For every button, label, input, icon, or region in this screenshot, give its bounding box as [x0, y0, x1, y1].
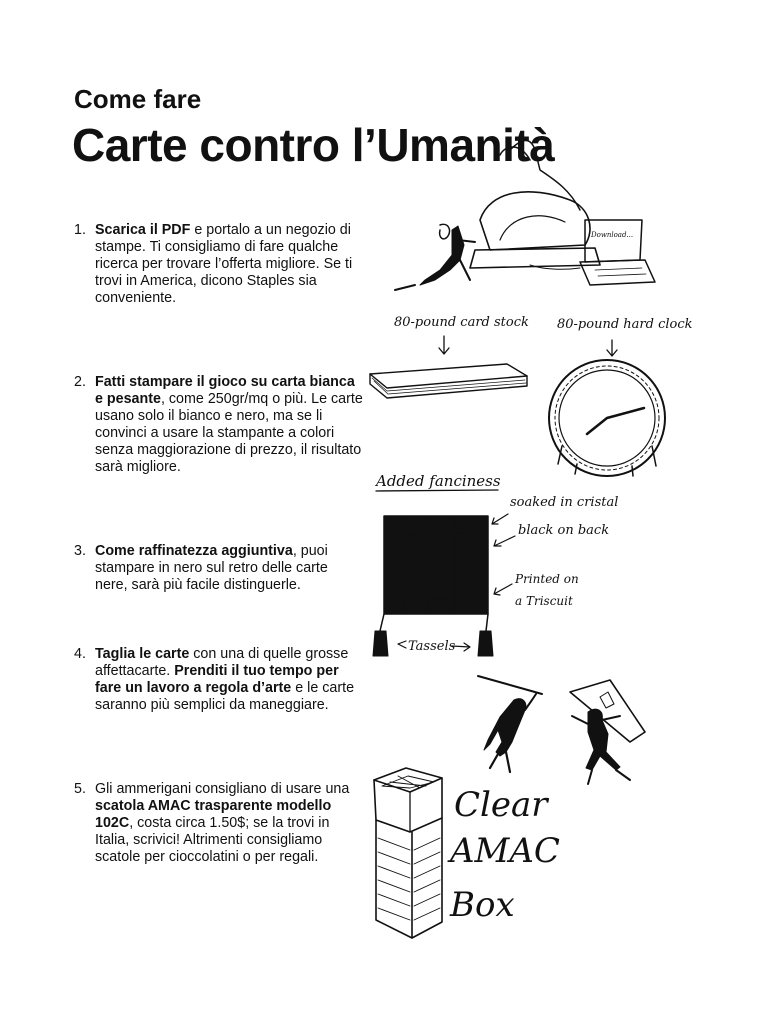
step-5 [74, 781, 364, 866]
amac-box-sketch [362, 760, 582, 940]
step-bold: Fatti stampare il gioco su carta bianca e pesante [95, 374, 355, 407]
arrow-left-icon [398, 641, 406, 648]
fanciness-title: Added fanciness [376, 472, 501, 490]
fanciness-sketch [370, 466, 660, 666]
step-bold-2: Prenditi il tuo tempo per fare un lavoro a regola d’arte [95, 663, 339, 696]
printed-label-2: a Triscuit [515, 594, 573, 608]
step-number: 2. [74, 374, 86, 390]
arrow-left-icon [494, 536, 515, 546]
step-text: , costa circa 1.50$; se la trovi in Italia, scrivici! Altrimenti consigliamo scatole per cioccolatini o per regali. [95, 815, 330, 865]
step-number: 1. [74, 222, 86, 238]
step-number: 5. [74, 781, 86, 797]
card-stock-label: 80-pound card stock [394, 315, 529, 330]
soaked-label: soaked in cristal [510, 495, 619, 510]
step-text: , come 250gr/mq o più. Le carte usano solo il bianco e nero, ma se li convinci a usare la stampante a colori senza maggiorazione di prezzo, il risultato sarà migliore. [95, 391, 363, 475]
step-3 [74, 543, 364, 594]
step-bold: Come raffinatezza aggiuntiva [95, 543, 293, 559]
printer-sketch [380, 130, 670, 300]
step-bold: Taglia le carte [95, 646, 190, 662]
step-text: con una di quelle grosse affettacarte. [95, 646, 349, 679]
black-back-label: black on back [518, 523, 610, 538]
tassels-label: Tassels [408, 639, 456, 654]
step-bold: scatola AMAC trasparente modello 102C [95, 798, 332, 831]
step-4 [74, 646, 364, 714]
arrow-down-icon [607, 340, 617, 356]
step-text: , puoi stampare in nero sul retro delle carte nere, sarà più facile distinguerle. [95, 543, 328, 593]
arrow-left-icon [494, 584, 512, 595]
laptop-screen-text: Download... [591, 231, 634, 239]
printed-label-1: Printed on [515, 572, 579, 586]
step-number: 4. [74, 646, 86, 662]
page-title: Carte contro l’Umanità [72, 119, 555, 171]
box-label-1: Clear [454, 785, 548, 825]
card-stock-sketch [362, 306, 702, 476]
step-1 [74, 222, 364, 307]
arrow-left-icon [492, 514, 508, 524]
box-label-2: AMAC [450, 831, 560, 871]
box-label-3: Box [450, 885, 515, 925]
step-text-0: Gli ammerigani consigliano di usare una [95, 781, 350, 797]
hard-clock-label: 80-pound hard clock [557, 317, 693, 332]
step-bold: Scarica il PDF [95, 222, 191, 238]
step-number: 3. [74, 543, 86, 559]
page-subtitle: Come fare [74, 84, 202, 114]
arrow-down-icon [439, 336, 449, 354]
step-2 [74, 374, 364, 476]
step-text: e portalo a un negozio di stampe. Ti consigliamo di fare qualche ricerca per trovare l’offerta migliore. Se ti trovi in America, dicono Staples sia conveniente. [95, 222, 353, 306]
step-text-2: e le carte saranno più semplici da maneggiare. [95, 680, 355, 713]
